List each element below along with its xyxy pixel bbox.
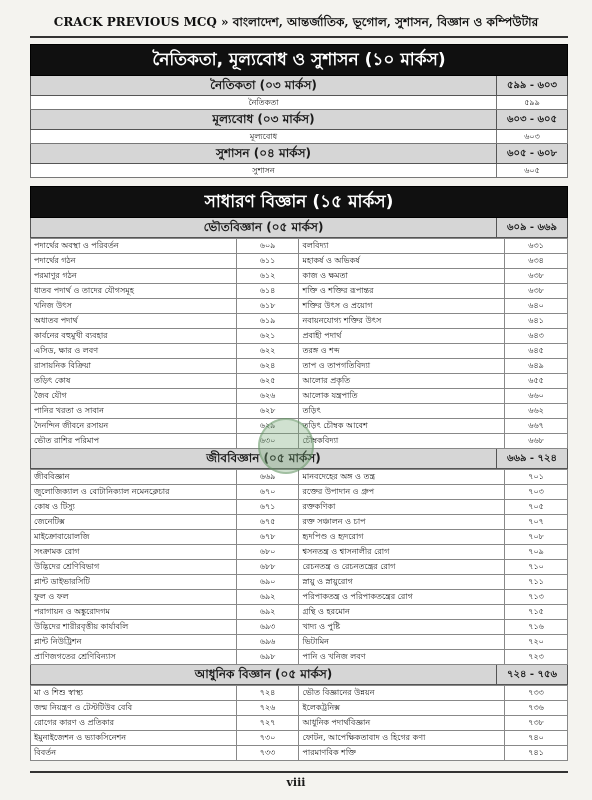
topic-page: ৭৩০ — [236, 731, 299, 746]
topic-page: ৬৮৮ — [236, 560, 299, 575]
topic-page: ৬১১ — [236, 254, 299, 269]
topic-page: ৬৮০ — [236, 545, 299, 560]
topic-page: ৬৯৮ — [236, 650, 299, 665]
topic-page: ৫৯৯ — [524, 98, 540, 107]
topic-name: কোষ ও টিস্যু — [31, 500, 237, 515]
topic-page: ৭২৭ — [236, 716, 299, 731]
topic-name: শ্বসনতন্ত্র ও শ্বাসনালীর রোগ — [299, 545, 505, 560]
table-row — [31, 746, 568, 761]
topic-page: ৭০৮ — [505, 530, 568, 545]
topic-page: ৭৩৩ — [505, 686, 568, 701]
table-row — [31, 485, 568, 500]
topic-page: ৬২৮ — [236, 404, 299, 419]
table-row — [31, 389, 568, 404]
topic-page: ৭২৪ — [236, 686, 299, 701]
topic-name: ইমুনাইজেশন ও ভ্যাকসিনেশন — [31, 731, 237, 746]
topic-page: ৬১৮ — [236, 299, 299, 314]
topic-name: রোগের কারণ ও প্রতিকার — [31, 716, 237, 731]
table-row — [31, 701, 568, 716]
topic-page: ৬৪১ — [505, 314, 568, 329]
subsection-title: আধুনিক বিজ্ঞান (০৫ মার্কস) — [31, 665, 497, 684]
topic-name: প্লান্ট নিউট্রিশন — [31, 635, 237, 650]
topic-page: ৭১৬ — [505, 620, 568, 635]
topic-name: ফোটন, আপেক্ষিকতাবাদ ও হিগের কণা — [299, 731, 505, 746]
topic-name: মা ও শিশু স্বাস্থ্য — [31, 686, 237, 701]
topic-page: ৬৪০ — [505, 299, 568, 314]
table-row — [31, 500, 568, 515]
topic-page: ৬৭১ — [236, 500, 299, 515]
topic-page: ৭২৩ — [505, 650, 568, 665]
topic-page: ৬২৪ — [236, 359, 299, 374]
watermark-logo — [258, 418, 314, 474]
topic-name: চৌম্বকবিদ্যা — [299, 434, 505, 449]
subsection-range: ৬৬৯ - ৭২৪ — [506, 453, 558, 464]
topic-page: ৬২৫ — [236, 374, 299, 389]
table-row — [31, 344, 568, 359]
topic-name: উদ্ভিদের শারীরবৃত্তীয় কার্যাবলি — [31, 620, 237, 635]
table-row — [31, 590, 568, 605]
subsection-title: মূল্যবোধ (০৩ মার্কস) — [31, 110, 497, 129]
topic-name: পারমাণবিক শক্তি — [299, 746, 505, 761]
subsection-header — [30, 144, 568, 164]
topic-name: আধুনিক পদার্থবিজ্ঞান — [299, 716, 505, 731]
topic-name: পরিপাকতন্ত্র ও পরিপাকতন্ত্রের রোগ — [299, 590, 505, 605]
topic-name: কাজ ও ক্ষমতা — [299, 269, 505, 284]
topic-page: ৭৪০ — [505, 731, 568, 746]
topic-name: সুশাসন — [31, 164, 497, 177]
page-number: viii — [286, 776, 306, 789]
topic-page: ৬৯৬ — [236, 635, 299, 650]
topic-page: ৬০৯ — [236, 239, 299, 254]
topic-page: ৬৬৭ — [505, 419, 568, 434]
topic-row — [30, 130, 568, 144]
header-rule — [30, 36, 568, 38]
topic-page: ৬৬০ — [505, 389, 568, 404]
table-row — [31, 731, 568, 746]
topic-page: ৭১১ — [505, 575, 568, 590]
topic-page: ৬৭৫ — [236, 515, 299, 530]
subsection-title: সুশাসন (০৪ মার্কস) — [31, 144, 497, 163]
topic-name: জৈব যৌগ — [31, 389, 237, 404]
subsection-range: ৫৯৯ - ৬০৩ — [506, 80, 558, 91]
topic-name: এসিড, ক্ষার ও লবণ — [31, 344, 237, 359]
topic-name: আলোক যন্ত্রপাতি — [299, 389, 505, 404]
topic-page: ৬০৩ — [524, 132, 540, 141]
topic-name: পদার্থের অবস্থা ও পরিবর্তন — [31, 239, 237, 254]
topic-name: ইলেকট্রনিক্স — [299, 701, 505, 716]
topic-page: ৭০৯ — [505, 545, 568, 560]
topic-page: ৬১৪ — [236, 284, 299, 299]
topic-name: দৈনন্দিন জীবনে রসায়ন — [31, 419, 237, 434]
table-row — [31, 404, 568, 419]
topic-name: রাসায়নিক বিক্রিয়া — [31, 359, 237, 374]
topic-page: ৬২৬ — [236, 389, 299, 404]
footer-rule — [30, 771, 568, 773]
topic-name: নবায়নযোগ্য শক্তির উৎস — [299, 314, 505, 329]
subsection-header — [30, 76, 568, 96]
subsection-range: ৬০৯ - ৬৬৯ — [506, 222, 558, 233]
section1-banner: নৈতিকতা, মূল্যবোধ ও সুশাসন (১০ মার্কস) — [30, 44, 568, 76]
topic-name: গ্রন্থি ও হরমোন — [299, 605, 505, 620]
topic-page: ৬৫৫ — [505, 374, 568, 389]
topic-page: ৭১০ — [505, 560, 568, 575]
table-row — [31, 359, 568, 374]
topic-name: উদ্ভিদের শ্রেণিবিভাগ — [31, 560, 237, 575]
section2-body — [30, 218, 568, 761]
topic-page: ৬৩৮ — [505, 269, 568, 284]
table-row — [31, 269, 568, 284]
topic-name: জীববিজ্ঞান — [31, 470, 237, 485]
topic-page: ৭০১ — [505, 470, 568, 485]
subsection-title: জীববিজ্ঞান (০৫ মার্কস) — [31, 449, 497, 468]
topic-page: ৭০৭ — [505, 515, 568, 530]
topic-name: খনিজ উৎস — [31, 299, 237, 314]
topic-name: পানি ও খনিজ লবণ — [299, 650, 505, 665]
topic-name: স্নায়ু ও স্নায়ুরোগ — [299, 575, 505, 590]
topic-page: ৬৭০ — [236, 485, 299, 500]
table-row — [31, 239, 568, 254]
contents-page — [30, 44, 568, 761]
subsection-header — [30, 218, 568, 238]
topic-page: ৬৪৫ — [505, 344, 568, 359]
topic-name: রেচনতন্ত্র ও রেচনতন্ত্রের রোগ — [299, 560, 505, 575]
topic-name: তড়িৎ চৌম্বক আবেশ — [299, 419, 505, 434]
table-row — [31, 545, 568, 560]
subsection-header — [30, 110, 568, 130]
table-row — [31, 605, 568, 620]
topic-name: পরাগায়ন ও অঙ্কুরোদগম — [31, 605, 237, 620]
topic-name: পরমাণুর গঠন — [31, 269, 237, 284]
topic-name: ভৌত বিজ্ঞানের উন্নয়ন — [299, 686, 505, 701]
topic-page: ৬৬৯ — [236, 470, 299, 485]
topic-page: ৬৪৩ — [505, 329, 568, 344]
topic-page: ৬২১ — [236, 329, 299, 344]
table-row — [31, 530, 568, 545]
topic-name: মাইক্রোবায়োলজি — [31, 530, 237, 545]
topic-name: অধাতব পদার্থ — [31, 314, 237, 329]
topic-name: খাদ্য ও পুষ্টি — [299, 620, 505, 635]
topic-name: তড়িৎ — [299, 404, 505, 419]
topic-name: শক্তি ও শক্তির রূপান্তর — [299, 284, 505, 299]
topic-page: ৭৩৩ — [236, 746, 299, 761]
topic-page: ৭০৫ — [505, 500, 568, 515]
topic-name: ভিটামিন — [299, 635, 505, 650]
table-row — [31, 470, 568, 485]
topic-name: বলবিদ্যা — [299, 239, 505, 254]
topic-page: ৭১৩ — [505, 590, 568, 605]
topic-page: ৭২৬ — [236, 701, 299, 716]
topic-name: কার্বনের বহুমুখী ব্যবহার — [31, 329, 237, 344]
topic-name: নৈতিকতা — [31, 96, 497, 109]
topic-name: তরঙ্গ ও শব্দ — [299, 344, 505, 359]
topic-name: তাপ ও তাপগতিবিদ্যা — [299, 359, 505, 374]
topic-page: ৭৩৮ — [505, 716, 568, 731]
topic-page: ৬৯২ — [236, 605, 299, 620]
topic-page: ৬৭৮ — [236, 530, 299, 545]
topic-page: ৬৯২ — [236, 590, 299, 605]
table-row — [31, 515, 568, 530]
topics-table — [30, 685, 568, 761]
topic-row — [30, 96, 568, 110]
topic-name: রক্ত সঞ্চালন ও চাপ — [299, 515, 505, 530]
topic-name: আলোর প্রকৃতি — [299, 374, 505, 389]
subsection-range: ৬০৫ - ৬০৮ — [506, 148, 558, 159]
topic-name: জুলোজিক্যাল ও বোটানিক্যাল নমেনক্লেচার — [31, 485, 237, 500]
subsection-range: ৭২৪ - ৭৫৬ — [506, 669, 558, 680]
topic-name: হৃদপিণ্ড ও হৃদরোগ — [299, 530, 505, 545]
topic-page: ৬৩১ — [505, 239, 568, 254]
topics-table — [30, 238, 568, 449]
topic-page: ৬১৯ — [236, 314, 299, 329]
section1-body — [30, 76, 568, 178]
subsection-title: ভৌতবিজ্ঞান (০৫ মার্কস) — [31, 218, 497, 237]
table-row — [31, 635, 568, 650]
topic-name: ভৌত রাশির পরিমাপ — [31, 434, 237, 449]
topic-name: প্রবাহী পদার্থ — [299, 329, 505, 344]
topic-name: শক্তির উৎস ও প্রয়োগ — [299, 299, 505, 314]
topic-page: ৭৪১ — [505, 746, 568, 761]
subsection-title: নৈতিকতা (০৩ মার্কস) — [31, 76, 497, 95]
table-row — [31, 329, 568, 344]
topic-page: ৭১৫ — [505, 605, 568, 620]
topic-page: ৬৯০ — [236, 575, 299, 590]
table-row — [31, 560, 568, 575]
topic-name: পানির খরতা ও সাবান — [31, 404, 237, 419]
table-row — [31, 284, 568, 299]
table-row — [31, 716, 568, 731]
topic-page: ৬৯৩ — [236, 620, 299, 635]
page-header: CRACK PREVIOUS MCQ » বাংলাদেশ, আন্তর্জাতিক, ভূগোল, সুশাসন, বিজ্ঞান ও কম্পিউটার — [53, 15, 539, 29]
topic-name: তড়িৎ কোষ — [31, 374, 237, 389]
topic-name: জন্ম নিয়ন্ত্রণ ও টেস্টটিউব বেবি — [31, 701, 237, 716]
topic-page: ৬২৯ — [236, 419, 299, 434]
topic-page: ৬৩০ — [236, 434, 299, 449]
topic-page: ৭৩৬ — [505, 701, 568, 716]
topic-page: ৭০৩ — [505, 485, 568, 500]
table-row — [31, 650, 568, 665]
topics-table — [30, 469, 568, 665]
topic-name: সংক্রামক রোগ — [31, 545, 237, 560]
topic-name: পদার্থের গঠন — [31, 254, 237, 269]
topic-name: ধাতব পদার্থ ও তাদের যৌগসমূহ — [31, 284, 237, 299]
topic-name: রক্তের উপাদান ও গ্রুপ — [299, 485, 505, 500]
table-row — [31, 314, 568, 329]
topic-name: বিবর্তন — [31, 746, 237, 761]
topic-page: ৭২০ — [505, 635, 568, 650]
subsection-header — [30, 665, 568, 685]
table-row — [31, 374, 568, 389]
subsection-range: ৬০৩ - ৬০৫ — [506, 114, 558, 125]
topic-name: প্রাণিজগতের শ্রেণিবিন্যাস — [31, 650, 237, 665]
topic-name: মূল্যবোধ — [31, 130, 497, 143]
topic-page: ৬৬২ — [505, 404, 568, 419]
topic-name: ফুল ও ফল — [31, 590, 237, 605]
section2-banner: সাধারণ বিজ্ঞান (১৫ মার্কস) — [30, 186, 568, 218]
topic-page: ৬১২ — [236, 269, 299, 284]
table-row — [31, 575, 568, 590]
topic-name: প্লান্ট ডাইভারসিটি — [31, 575, 237, 590]
topic-page: ৬৩৪ — [505, 254, 568, 269]
topic-name: মহাকর্ষ ও অভিকর্ষ — [299, 254, 505, 269]
table-row — [31, 254, 568, 269]
topic-name: জেনেটিক্স — [31, 515, 237, 530]
topic-name: রক্তকণিকা — [299, 500, 505, 515]
table-row — [31, 686, 568, 701]
topic-page: ৬৬৮ — [505, 434, 568, 449]
topic-page: ৬২২ — [236, 344, 299, 359]
table-row — [31, 299, 568, 314]
topic-name: মানবদেহের অঙ্গ ও তন্ত্র — [299, 470, 505, 485]
table-row — [31, 620, 568, 635]
topic-page: ৬৪৯ — [505, 359, 568, 374]
topic-row — [30, 164, 568, 178]
topic-page: ৬৩৮ — [505, 284, 568, 299]
topic-page: ৬০৫ — [524, 166, 540, 175]
